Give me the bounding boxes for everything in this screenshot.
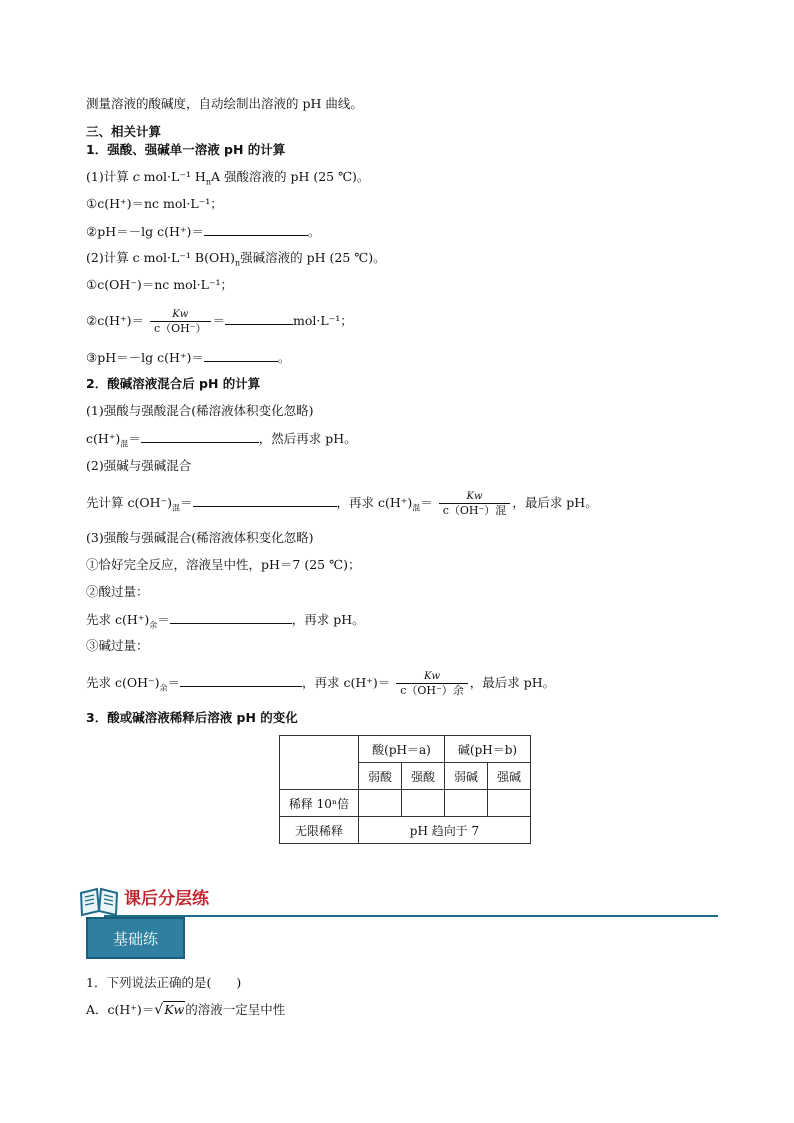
answer-blank[interactable]: [141, 429, 259, 443]
base-header: 碱(pH＝b): [445, 736, 531, 763]
p3-s3-text-b: ，再求 c(H⁺)＝: [302, 675, 391, 690]
section-divider: [104, 915, 718, 917]
table-corner: [280, 736, 359, 790]
practice-section-title: 课后分层练: [124, 889, 209, 909]
equals-sign: ＝: [128, 431, 141, 446]
table-cell[interactable]: [359, 790, 402, 817]
sqrt-icon: √: [154, 1002, 164, 1018]
p2-sub: 混: [171, 503, 180, 513]
item2-p3-head: (3)强酸与强碱混合(稀溶液体积变化忽略): [86, 530, 314, 545]
book-icon: [78, 885, 120, 917]
item1-q2-step1: ①c(OH⁻)＝nc mol·L⁻¹；: [86, 277, 233, 292]
q1-head-n: n: [205, 177, 211, 187]
row-infinite-label: 无限稀释: [280, 817, 359, 844]
item3-title: 3．酸或碱溶液稀释后溶液 pH 的变化: [86, 710, 298, 725]
item2-p2-head: (2)强碱与强碱混合: [86, 458, 192, 473]
weak-base-header: 弱碱: [445, 763, 488, 790]
item2-p3-step3: ③碱过量：: [86, 638, 149, 653]
item2-p1-head: (1)强酸与强酸混合(稀溶液体积变化忽略): [86, 403, 314, 418]
p3-s3-sub: 余: [159, 683, 168, 693]
q1-step2-end: 。: [307, 224, 321, 239]
q2-step3-text: ③pH＝－lg c(H⁺)＝: [86, 350, 204, 365]
answer-blank[interactable]: [170, 610, 292, 624]
basic-practice-tab[interactable]: 基础练: [86, 917, 185, 959]
item1-q2-head: [86, 249, 386, 273]
strong-acid-header: 强酸: [402, 763, 445, 790]
weak-acid-header: 弱酸: [359, 763, 402, 790]
q1-head-a: (1)计算: [86, 169, 133, 184]
fraction-numerator: Kw: [466, 490, 483, 502]
item1-q2-step3: [86, 348, 290, 367]
equals-sign: ＝: [167, 675, 180, 690]
equals-sign: ＝: [212, 313, 226, 328]
q1-head-unit: mol·L⁻¹ H: [139, 169, 206, 184]
q2-head-n: n: [234, 258, 241, 268]
row-infinite-value: pH 趋向于 7: [359, 817, 531, 844]
p2-text: 先计算 c(OH⁻): [86, 495, 172, 510]
row-dilute-label: 稀释 10ⁿ倍: [280, 790, 359, 817]
kw-fraction: [150, 309, 211, 335]
fraction-denominator: c（OH⁻）: [150, 321, 211, 335]
item2-p3-step1: ①恰好完全反应，溶液呈中性，pH＝7 (25 ℃)；: [86, 557, 361, 572]
acid-header: 酸(pH＝a): [359, 736, 445, 763]
p2-sub2: 混: [412, 503, 421, 513]
strong-base-header: 强碱: [488, 763, 531, 790]
q2-head-b: 强碱溶液的 pH (25 ℃)。: [240, 250, 386, 265]
table-cell[interactable]: [488, 790, 531, 817]
q1-head-d: A 强酸溶液的 pH (25 ℃)。: [210, 169, 370, 184]
practice-q1: 1．下列说法正确的是( ): [86, 975, 242, 990]
fraction-numerator: Kw: [423, 670, 441, 682]
practice-q1-option-a[interactable]: [86, 1001, 285, 1019]
table-cell[interactable]: [445, 790, 488, 817]
equals-sign: ＝: [157, 612, 170, 627]
kw-fraction: [396, 671, 468, 697]
fraction-denominator: c（OH⁻）混: [439, 503, 511, 517]
fraction-numerator: Kw: [172, 308, 189, 320]
item2-p3-step2-line: [86, 610, 365, 635]
p2-end: ，最后求 pH。: [512, 495, 598, 510]
answer-blank[interactable]: [180, 673, 302, 687]
answer-blank[interactable]: [204, 222, 308, 236]
p1-text: c(H⁺): [86, 431, 121, 446]
item2-p3-step3-line: [86, 668, 555, 704]
option-a-prefix: A．c(H⁺)＝: [86, 1002, 155, 1017]
p1-sub: 混: [120, 439, 129, 449]
item1-title: 1．强酸、强碱单一溶液 pH 的计算: [86, 142, 286, 157]
option-a-suffix: 的溶液一定呈中性: [185, 1002, 286, 1017]
answer-blank[interactable]: [225, 311, 293, 325]
p3-s3-end: ，最后求 pH。: [469, 675, 556, 690]
p3-s3-text: 先求 c(OH⁻): [86, 675, 160, 690]
item2-p3-step2: ②酸过量：: [86, 584, 149, 599]
equals-sign: ＝: [420, 495, 433, 510]
fraction-denominator: c（OH⁻）余: [396, 683, 468, 697]
dilution-table: [279, 735, 531, 844]
item2-p1-line: [86, 429, 357, 454]
option-a-radicand: Kw: [164, 1002, 185, 1017]
item1-q2-step2: [86, 306, 353, 336]
q1-step2-text: ②pH＝－lg c(H⁺)＝: [86, 224, 204, 239]
item1-q1-step1: ①c(H⁺)＝nc mol·L⁻¹；: [86, 196, 223, 211]
item1-q1-head: [86, 168, 369, 192]
answer-blank[interactable]: [204, 348, 278, 362]
table-cell[interactable]: [402, 790, 445, 817]
q2-head-a: (2)计算 c mol·L⁻¹ B(OH): [86, 250, 235, 265]
p3-s2-end: ，再求 pH。: [291, 612, 365, 627]
intro-line: 测量溶液的酸碱度，自动绘制出溶液的 pH 曲线。: [86, 96, 363, 111]
item2-p2-line: [86, 488, 598, 524]
item1-q1-step2: [86, 222, 320, 241]
answer-blank[interactable]: [193, 493, 337, 507]
q2-step2-text: ②c(H⁺)＝: [86, 313, 144, 328]
item2-title: 2．酸碱溶液混合后 pH 的计算: [86, 376, 261, 391]
p1-end: ，然后再求 pH。: [258, 431, 357, 446]
kw-fraction: [439, 491, 511, 517]
section3-title: 三、相关计算: [86, 124, 162, 139]
p3-s2-text: 先求 c(H⁺): [86, 612, 150, 627]
p2-text-b: ，再求 c(H⁺): [336, 495, 413, 510]
p3-s2-sub: 余: [149, 620, 158, 630]
q2-step3-end: 。: [277, 350, 291, 365]
unit-text: mol·L⁻¹；: [293, 313, 353, 328]
q1-head-c: c: [132, 169, 140, 184]
equals-sign: ＝: [179, 495, 193, 510]
